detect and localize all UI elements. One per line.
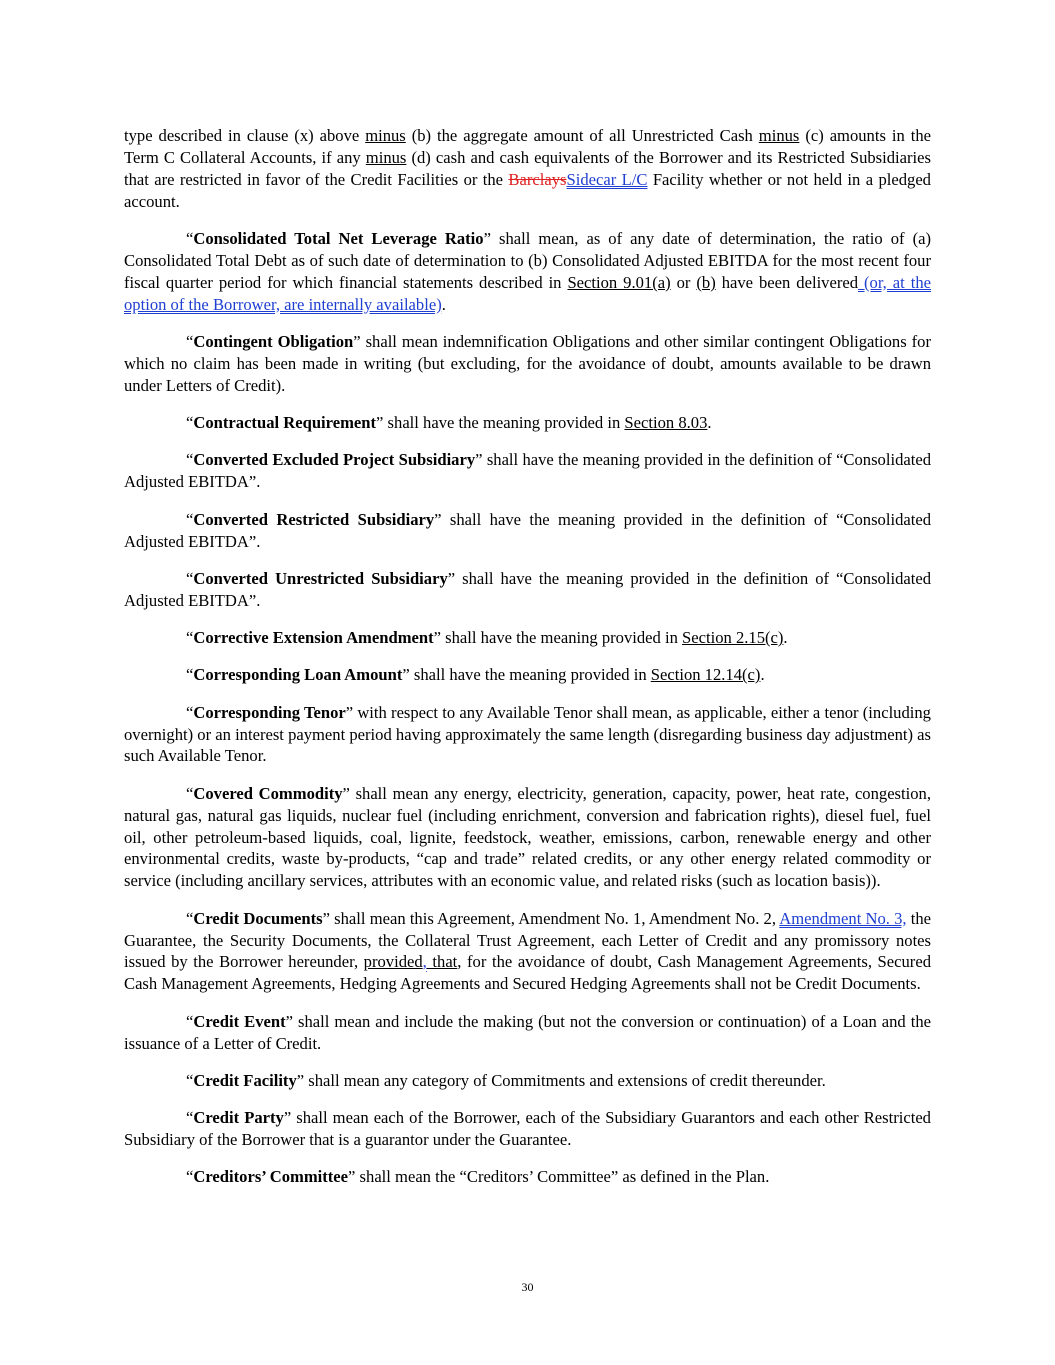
definition-corrective-extension-amendment [124, 627, 931, 649]
defined-term: Contractual Requirement [193, 413, 377, 433]
defined-term: Converted Unrestricted Subsidiary [193, 568, 448, 588]
text: (b) the aggregate amount of all Unrestricted Cash [405, 126, 759, 145]
text: ” shall mean the “Creditors’ Committee” as defined in the Plan. [348, 1167, 770, 1187]
text: the Guarantee, the Security Documents, the Collateral Trust Agreement, each Letter of Credit and any promissory notes issued by the Borrower hereunder, [124, 908, 932, 972]
defined-term: Credit Documents [193, 908, 323, 928]
text: ” shall mean this Agreement, Amendment No. 1, Amendment No. 2, [322, 908, 780, 928]
text: ” shall mean, as of any date of determination, the ratio of (a) Consolidated Total Debt as of such date of determination to (b) Consolidated Adjusted EBITDA for the most recent four fiscal quarter period for which financial statements described in [124, 229, 931, 292]
text: type described in clause (x) above [124, 126, 366, 145]
open-quote: “ [186, 1108, 194, 1128]
that-underlined: that [426, 952, 458, 972]
section-reference: Section 12.14(c) [650, 665, 761, 685]
open-quote: “ [186, 665, 194, 685]
text: ” shall mean any category of Commitments and extensions of credit thereunder. [296, 1070, 826, 1090]
text: ” shall have the meaning provided in the definition of “Consolidated Adjusted EBITDA”. [124, 509, 932, 551]
text: . [760, 665, 765, 685]
text: ” shall have the meaning provided in [376, 413, 625, 433]
minus-underlined: minus [758, 126, 800, 145]
definition-converted-unrestricted-subsidiary [124, 568, 931, 612]
definition-credit-event [124, 1011, 931, 1055]
defined-term: Credit Event [193, 1011, 286, 1031]
open-quote: “ [186, 1070, 194, 1090]
definition-covered-commodity [124, 783, 931, 893]
definition-contractual-requirement [124, 412, 931, 434]
defined-term: Credit Party [193, 1108, 284, 1128]
defined-term: Contingent Obligation [193, 332, 354, 352]
open-quote: “ [186, 783, 194, 803]
text: ” shall mean each of the Borrower, each of the Subsidiary Guarantors and each other Restricted Subsidiary of the Borrower that is a guarantor under the Guarantee. [124, 1108, 931, 1150]
defined-term: Converted Excluded Project Subsidiary [193, 450, 476, 470]
section-reference: (b) [696, 272, 716, 292]
open-quote: “ [186, 1011, 194, 1031]
open-quote: “ [186, 413, 194, 433]
text: (d) cash and cash equivalents of the Borrower and its Restricted Subsidiaries that are restricted in favor of the Credit Facilities or the [124, 147, 931, 189]
definition-corresponding-loan-amount [124, 664, 931, 686]
open-quote: “ [186, 1167, 194, 1187]
definition-converted-excluded-project-subsidiary [124, 449, 931, 493]
inserted-text: (or, at the option of the Borrower, are internally available) [124, 272, 931, 314]
section-reference: Section 2.15(c) [682, 628, 784, 648]
open-quote: “ [186, 568, 194, 588]
text: (c) amounts in the Term C Collateral Accounts, if any [124, 126, 931, 167]
text: ” with respect to any Available Tenor shall mean, as applicable, either a tenor (including overnight) or an interest payment period having approximately the same length (disregarding business day adjustment) as such Available Tenor. [124, 702, 931, 766]
definition-converted-restricted-subsidiary [124, 509, 931, 553]
definition-corresponding-tenor [124, 702, 931, 768]
minus-underlined: minus [365, 126, 406, 145]
text: Facility whether or not held in a pledged account. [124, 169, 931, 211]
definition-paragraph-continuation [124, 125, 931, 213]
defined-term: Consolidated Total Net Leverage Ratio [193, 229, 484, 249]
defined-term: Covered Commodity [193, 783, 343, 803]
page-number: 30 [521, 1280, 534, 1294]
definition-credit-facility [124, 1070, 931, 1092]
open-quote: “ [186, 509, 194, 529]
section-reference: Section 8.03 [624, 413, 708, 433]
defined-term: Corrective Extension Amendment [193, 628, 434, 648]
text: or [670, 272, 697, 292]
definition-consolidated-total-net-leverage-ratio [124, 228, 931, 316]
open-quote: “ [186, 702, 194, 722]
definition-credit-party [124, 1107, 931, 1151]
minus-underlined: minus [365, 147, 407, 167]
text: ” shall mean indemnification Obligations and other similar contingent Obligations for which no claim has been made in writing (but excluding, for the avoidance of doubt, amounts available to be drawn under Letters of Credit). [124, 332, 931, 395]
inserted-text: Amendment No. 3, [779, 908, 907, 928]
inserted-text: , [422, 952, 427, 972]
text: . [783, 628, 788, 648]
text: . [441, 294, 446, 314]
open-quote: “ [186, 332, 194, 352]
document-page [124, 125, 931, 1204]
inserted-text: Sidecar L/C [566, 169, 648, 189]
defined-term: Corresponding Tenor [193, 702, 346, 722]
definition-credit-documents [124, 908, 931, 996]
section-reference: Section 9.01(a) [567, 272, 671, 292]
open-quote: “ [186, 908, 194, 928]
text: have been delivered [715, 272, 859, 292]
text: ” shall have the meaning provided in [433, 628, 683, 648]
open-quote: “ [186, 229, 194, 249]
defined-term: Converted Restricted Subsidiary [193, 509, 435, 529]
defined-term: Corresponding Loan Amount [193, 665, 403, 685]
definition-creditors-committee [124, 1166, 931, 1188]
definition-contingent-obligation [124, 331, 931, 397]
text: . [707, 413, 712, 433]
text: ” shall mean any energy, electricity, generation, capacity, power, heat rate, congestion, natural gas, natural gas liquids, nuclear fuel (including enrichment, conversion and fabrication rights), diesel fuel, fuel oil, other petroleum-based liquids, coal, lignite, feedstock, weather, emissions, carbon, renewable energy and other environmental credits, waste by-products, “cap and trade” related credits, or any other energy related commodity or service (including ancillary services, attributes with an economic value, and related risks (such as location basis)). [124, 783, 931, 891]
defined-term: Creditors’ Committee [193, 1167, 349, 1187]
text: ” shall have the meaning provided in the definition of “Consolidated Adjusted EBITDA”. [124, 450, 932, 492]
defined-term: Credit Facility [193, 1070, 297, 1090]
text: ” shall mean and include the making (but not the conversion or continuation) of a Loan and the issuance of a Letter of Credit. [124, 1011, 931, 1053]
open-quote: “ [186, 450, 194, 470]
text: ” shall have the meaning provided in the definition of “Consolidated Adjusted EBITDA”. [124, 568, 931, 610]
deleted-text: Barclays [508, 169, 567, 189]
open-quote: “ [186, 628, 194, 648]
provided-underlined: provided [363, 952, 423, 972]
text: ” shall have the meaning provided in [402, 665, 651, 685]
text: , for the avoidance of doubt, Cash Management Agreements, Secured Cash Management Agreements, Hedging Agreements and Secured Hedging Agreements shall not be Credit Documents. [124, 952, 931, 994]
